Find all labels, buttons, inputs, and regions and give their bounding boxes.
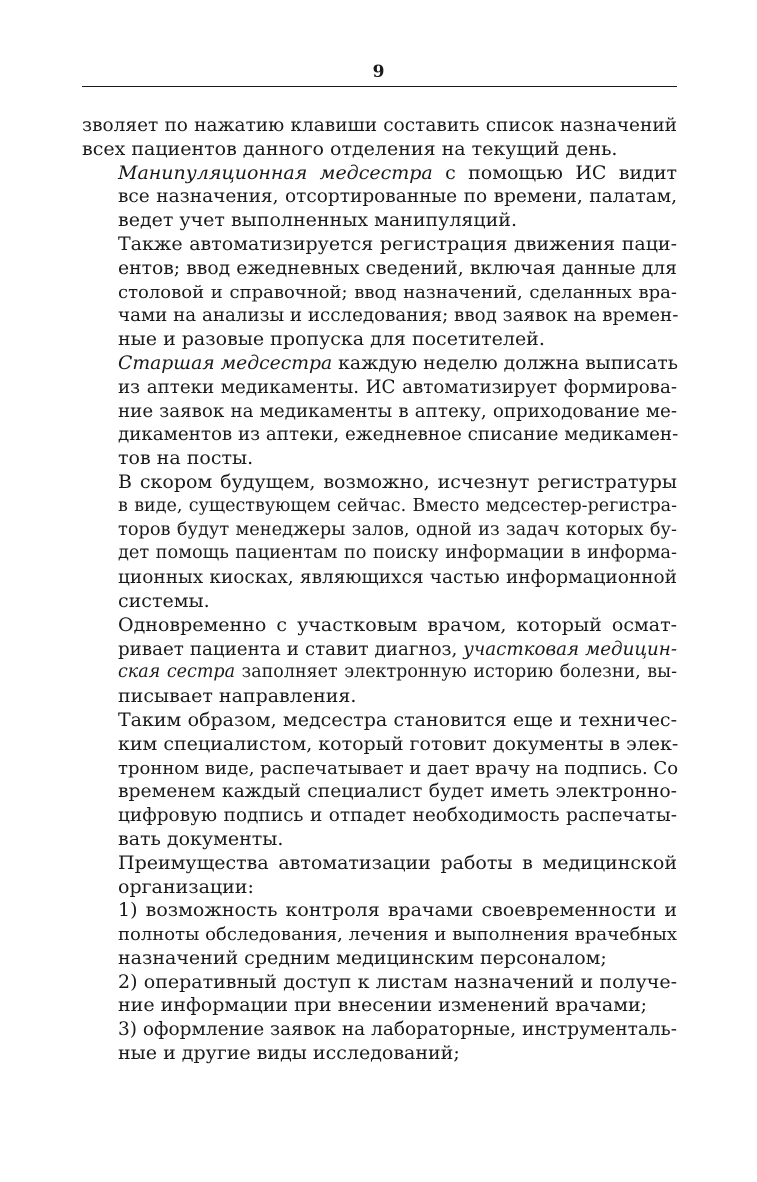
text-line: ким специалистом, который готовит документы в элек- (118, 732, 679, 755)
paragraph (82, 162, 677, 233)
paragraph (82, 899, 677, 970)
text-line: дикаментов из аптеки, ежедневное списание медикамен- (118, 424, 679, 446)
text-line: ентов; ввод ежедневных сведений, включая данные для (118, 257, 677, 279)
text-line: Одновременно с участковым врачом, который осмат- (118, 613, 677, 636)
text-line: зволяет по нажатию клавиши составить список назначений (82, 115, 677, 136)
text-line: ние информации при внесении изменений врачами; (118, 994, 648, 1017)
italic-term: ская сестра (118, 662, 236, 683)
text-line: ционных киосках, являющихся частью информационной (118, 567, 677, 589)
text-line (82, 162, 677, 186)
text-run: заполняет электронную историю болезни, вы- (235, 662, 677, 683)
text-line: полноты обследования, лечения и выполнения врачебных (118, 924, 677, 946)
text-line (82, 638, 677, 662)
italic-term: Старшая медсестра (118, 352, 333, 374)
body-text (82, 114, 677, 1066)
header-rule (82, 86, 677, 87)
text-line: всех пациентов данного отделения на текущий день. (82, 137, 618, 160)
paragraph (82, 614, 677, 709)
paragraph (82, 471, 677, 614)
text-line: Преимущества автоматизации работы в медицинской (118, 851, 677, 874)
text-line: ние заявок на медикаменты в аптеку, оприходование ме- (118, 400, 677, 422)
text-line (82, 352, 677, 376)
text-line: ные и разовые пропуска для посетителей. (118, 328, 545, 351)
paragraph (82, 709, 677, 852)
text-line: организации: (118, 875, 254, 898)
paragraph (82, 971, 677, 1019)
paragraph (82, 852, 677, 900)
paragraph (82, 352, 677, 471)
text-line: столовой и справочной; ввод назначений, сделанных вра- (118, 281, 677, 303)
text-line: цифровую подпись и отпадет необходимость распечаты- (118, 805, 677, 827)
italic-term: участковая медицин- (463, 638, 677, 660)
italic-term: Манипуляционная медсестра (118, 161, 433, 184)
text-line: чами на анализы и исследования; ввод заявок на времен- (118, 305, 679, 327)
text-line: Также автоматизируется регистрация движения паци- (118, 232, 677, 255)
text-line: Таким образом, медсестра становится еще и техничес- (118, 708, 677, 731)
paragraph (82, 114, 677, 162)
text-line: 3) оформление заявок на лабораторные, инструменталь- (118, 1019, 677, 1041)
text-line: 1) возможность контроля врачами своевременности и (118, 899, 677, 922)
text-line: в виде, существующем сейчас. Вместо медсестер-регистра- (118, 495, 677, 516)
paragraph (82, 233, 677, 352)
paragraph (82, 1018, 677, 1066)
text-run: каждую неделю должна выписать (332, 352, 678, 374)
text-line: ные и другие виды исследований; (118, 1042, 460, 1065)
text-line: из аптеки медикаменты. ИС автоматизирует формирова- (118, 376, 677, 398)
page-number: 9 (372, 62, 385, 82)
text-line: вать документы. (118, 827, 284, 850)
text-line (82, 661, 677, 685)
text-line: временем каждый специалист будет иметь электронно- (118, 781, 677, 803)
text-run: с помощью ИС видит (432, 161, 678, 184)
text-line: писывает направления. (118, 685, 357, 708)
text-line: тронном виде, распечатывает и дает врачу на подпись. Со (118, 757, 679, 779)
text-line: ведет учет выполненных манипуляций. (118, 209, 517, 232)
text-line: все назначения, отсортированные по времени, палатам, (118, 186, 677, 208)
text-line: назначений средним медицинским персоналом; (118, 946, 607, 969)
text-line: дет помощь пациентам по поиску информации в информа- (118, 543, 677, 564)
text-line: В скором будущем, возможно, исчезнут регистратуры (118, 470, 677, 493)
text-run: ривает пациента и ставит диагноз, (118, 638, 464, 660)
text-line: системы. (118, 589, 210, 612)
text-line: торов будут менеджеры залов, одной из задач которых бу- (118, 519, 677, 540)
text-line: 2) оперативный доступ к листам назначений и получе- (118, 970, 677, 993)
text-line: тов на посты. (118, 447, 254, 470)
